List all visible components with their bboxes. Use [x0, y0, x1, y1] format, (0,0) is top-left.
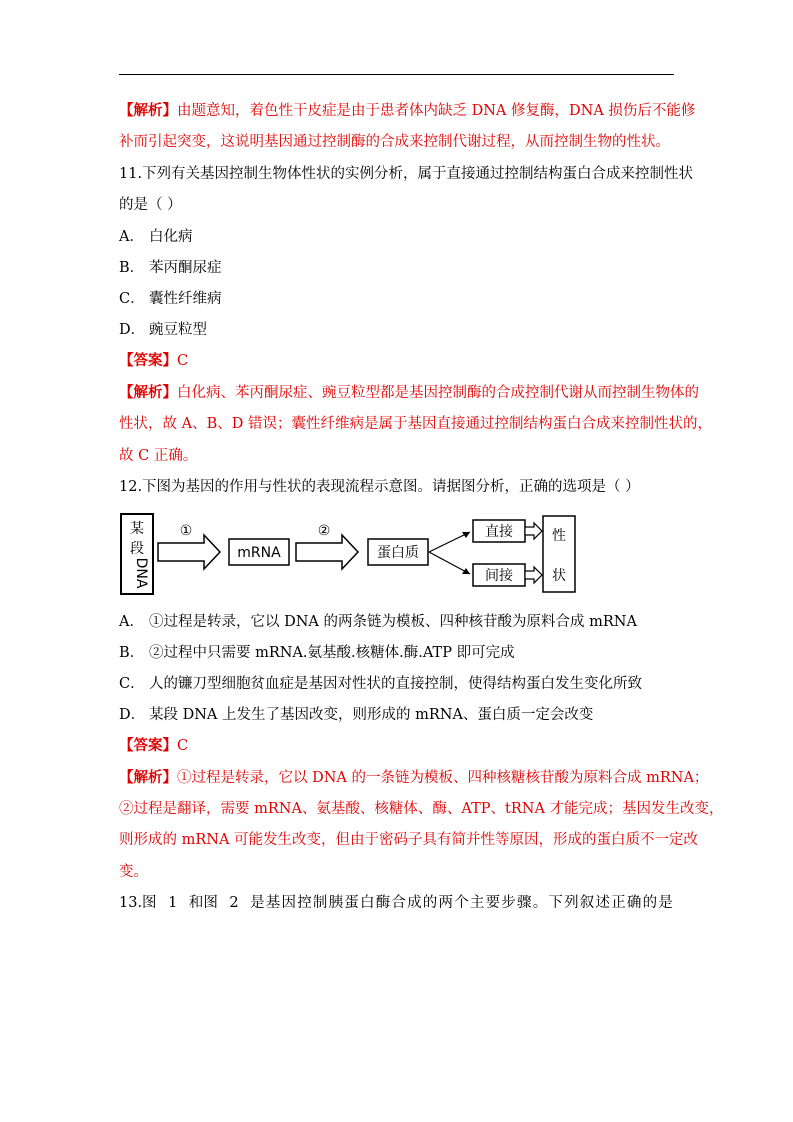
option-text: 某段 DNA 上发生了基因改变，则形成的 mRNA、蛋白质一定会改变	[149, 707, 594, 723]
q12-analysis-line2: ②过程是翻译，需要 mRNA、氨基酸、核糖体、酶、ATP、tRNA 才能完成；基因发生改变，	[119, 801, 724, 817]
q11-stem-line1: 11.下列有关基因控制生物体性状的实例分析，属于直接通过控制结构蛋白合成来控制性状	[119, 166, 694, 182]
q12-analysis-line4: 变。	[119, 864, 148, 880]
answer-value: C	[177, 738, 189, 754]
option-letter: D．	[119, 707, 146, 723]
q12-option-c	[119, 674, 642, 694]
q11-stem-line2: 的是（ ）	[119, 197, 182, 213]
dna-char-3: DNA	[133, 557, 149, 589]
q12-answer	[119, 736, 188, 756]
option-text: 囊性纤维病	[149, 291, 222, 307]
option-letter: B．	[119, 645, 145, 661]
option-letter: C．	[119, 291, 145, 307]
dna-char-1: 某	[130, 521, 144, 537]
q11-analysis-line1: 【解析】白化病、苯丙酮尿症、豌豆粒型都是基因控制酶的合成控制代谢从而控制生物体的	[119, 384, 699, 401]
option-letter: C．	[119, 676, 145, 692]
q13-stem: 13.图 1 和图 2 是基因控制胰蛋白酶合成的两个主要步骤。下列叙述正确的是	[119, 895, 674, 911]
answer-tag: 【答案】	[119, 352, 177, 369]
header-rule	[119, 74, 674, 75]
mrna-box	[229, 539, 289, 565]
option-text: 白化病	[149, 229, 193, 245]
answer-tag: 【答案】	[119, 737, 177, 754]
q12-option-a	[119, 612, 637, 632]
q11-option-b	[119, 258, 222, 278]
protein-box	[368, 539, 428, 565]
trait-box	[543, 516, 575, 592]
analysis-tag: 【解析】	[119, 102, 177, 119]
gene-expression-flow-diagram	[120, 513, 580, 595]
process-1-arrow	[158, 523, 220, 569]
indirect-label: 间接	[485, 568, 513, 584]
process-1-label: ①	[179, 523, 193, 539]
dna-char-2: 段	[130, 541, 144, 557]
q11-analysis-line3: 故 C 正确。	[119, 448, 198, 464]
trait-char-2: 状	[552, 568, 566, 584]
option-letter: A．	[119, 614, 144, 630]
q11-option-c	[119, 289, 222, 309]
indirect-box	[473, 564, 542, 586]
q12-stem: 12.下图为基因的作用与性状的表现流程示意图。请据图分析，正确的选项是（ ）	[119, 479, 640, 495]
trait-char-1: 性	[552, 528, 566, 544]
direct-label: 直接	[485, 524, 513, 540]
process-2-label: ②	[317, 523, 331, 539]
direct-box	[473, 520, 542, 542]
option-text: 人的镰刀型细胞贫血症是基因对性状的直接控制，使得结构蛋白发生变化所致	[149, 676, 642, 692]
q11-answer	[119, 351, 188, 371]
q12-option-b	[119, 643, 515, 663]
option-text: ①过程是转录，它以 DNA 的两条链为模板、四种核苷酸为原料合成 mRNA	[149, 614, 637, 630]
q12-analysis-line1: 【解析】①过程是转录，它以 DNA 的一条链为模板、四种核糖核苷酸为原料合成 mRNA；	[119, 769, 709, 786]
option-letter: D．	[119, 322, 146, 338]
analysis-tag: 【解析】	[119, 769, 177, 786]
dna-box	[121, 514, 153, 594]
q11-option-a	[119, 227, 193, 247]
q12-analysis-line3: 则形成的 mRNA 可能发生改变，但由于密码子具有简并性等原因，形成的蛋白质不一定改	[119, 832, 699, 848]
block1-analysis-line1: 【解析】由题意知，着色性干皮症是由于患者体内缺乏 DNA 修复酶，DNA 损伤后不能修	[119, 102, 696, 119]
option-letter: A．	[119, 229, 144, 245]
option-text: 苯丙酮尿症	[149, 260, 222, 276]
process-2-arrow	[296, 523, 358, 569]
option-text: ②过程中只需要 mRNA.氨基酸.核糖体.酶.ATP 即可完成	[149, 645, 515, 661]
analysis-tag: 【解析】	[119, 384, 177, 401]
block1-analysis-line2: 补而引起突变，这说明基因通过控制酶的合成来控制代谢过程，从而控制生物的性状。	[119, 134, 670, 150]
option-letter: B．	[119, 260, 145, 276]
q11-analysis-line2: 性状，故 A、B、D 错误；囊性纤维病是属于基因直接通过控制结构蛋白合成来控制性状的，	[119, 416, 712, 432]
branch-arrows	[429, 532, 470, 574]
protein-label: 蛋白质	[377, 545, 419, 561]
option-text: 豌豆粒型	[149, 322, 207, 338]
answer-value: C	[177, 353, 189, 369]
q12-option-d	[119, 705, 593, 725]
mrna-label: mRNA	[237, 545, 281, 561]
q11-option-d	[119, 320, 207, 340]
